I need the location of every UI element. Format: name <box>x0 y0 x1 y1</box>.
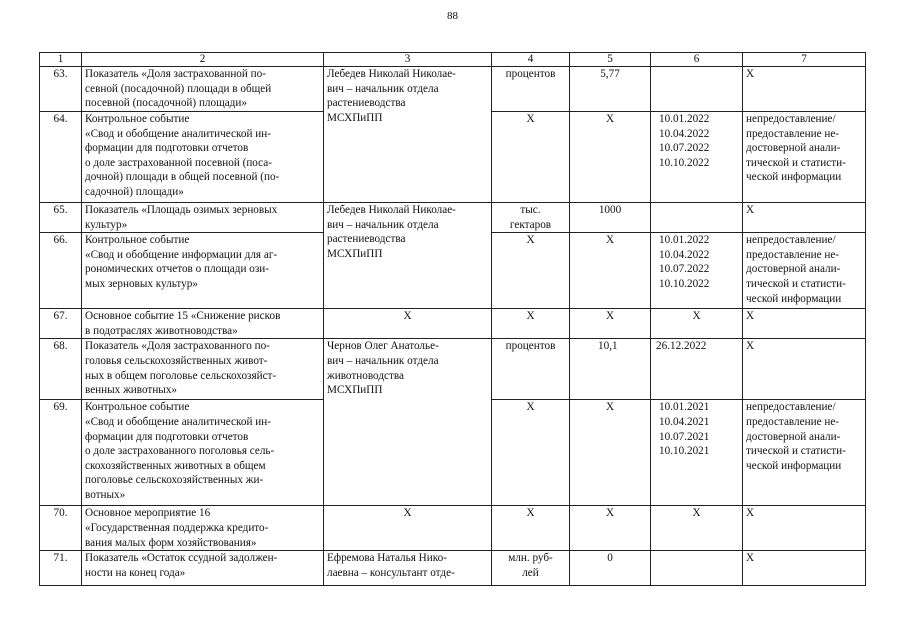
row-number: 64. <box>40 112 82 203</box>
row-value: 10,1 <box>570 339 651 400</box>
row-dates <box>651 67 743 112</box>
row-note: Х <box>743 309 866 339</box>
row-value: Х <box>570 400 651 506</box>
row-name: Контрольное событие «Свод и обобщение аналитической ин- формации для подготовки отчетов о доле застрахованного поголовья сель- скохозяйственных животных в общем поголовье сельскохозяйственных жи- вотных» <box>82 400 324 506</box>
table-row <box>40 551 866 586</box>
row-responsible: Лебедев Николай Николае- вич – начальник отдела растениеводства МСХПиПП <box>324 67 492 203</box>
row-name: Контрольное событие «Свод и обобщение аналитической ин- формации для подготовки отчетов о доле застрахованной посевной (поса- дочной) площади в общей посевной (по- садочной) площади» <box>82 112 324 203</box>
row-unit: Х <box>492 506 570 551</box>
row-note: непредоставление/ предоставление не- достоверной анали- тической и статисти- ческой информации <box>743 112 866 203</box>
row-unit: процентов <box>492 67 570 112</box>
plan-table <box>39 52 866 586</box>
row-unit: Х <box>492 400 570 506</box>
row-number: 70. <box>40 506 82 551</box>
table-row <box>40 309 866 339</box>
row-number: 66. <box>40 233 82 309</box>
row-dates: Х <box>651 309 743 339</box>
row-value: Х <box>570 309 651 339</box>
table-row <box>40 506 866 551</box>
row-dates <box>651 203 743 233</box>
row-number: 65. <box>40 203 82 233</box>
row-unit: Х <box>492 233 570 309</box>
row-value: Х <box>570 506 651 551</box>
row-name: Основное событие 15 «Снижение рисков в подотраслях животноводства» <box>82 309 324 339</box>
row-unit: Х <box>492 309 570 339</box>
row-dates: 10.01.2021 10.04.2021 10.07.2021 10.10.2021 <box>651 400 743 506</box>
row-note: Х <box>743 506 866 551</box>
row-name: Показатель «Доля застрахованной по- севной (посадочной) площади в общей посевной (посадочной) площади» <box>82 67 324 112</box>
table-row <box>40 203 866 233</box>
table-row <box>40 339 866 400</box>
row-dates: 10.01.2022 10.04.2022 10.07.2022 10.10.2022 <box>651 233 743 309</box>
header-cell: 3 <box>324 53 492 67</box>
row-responsible: Ефремова Наталья Нико- лаевна – консультант отде- <box>324 551 492 586</box>
row-unit: млн. руб- лей <box>492 551 570 586</box>
page-number: 88 <box>447 10 458 22</box>
row-unit: Х <box>492 112 570 203</box>
header-cell: 1 <box>40 53 82 67</box>
table-row <box>40 67 866 112</box>
row-value: Х <box>570 233 651 309</box>
row-value: Х <box>570 112 651 203</box>
row-unit: тыс. гектаров <box>492 203 570 233</box>
header-row <box>40 53 866 67</box>
row-note: Х <box>743 203 866 233</box>
row-note: Х <box>743 67 866 112</box>
row-dates <box>651 551 743 586</box>
header-cell: 6 <box>651 53 743 67</box>
row-number: 71. <box>40 551 82 586</box>
row-dates: Х <box>651 506 743 551</box>
header-cell: 2 <box>82 53 324 67</box>
row-name: Показатель «Доля застрахованного по- головья сельскохозяйственных живот- ных в общем поголовье сельскохозяйст- венных животных» <box>82 339 324 400</box>
row-note: Х <box>743 339 866 400</box>
row-number: 63. <box>40 67 82 112</box>
row-unit: процентов <box>492 339 570 400</box>
row-note: Х <box>743 551 866 586</box>
row-number: 69. <box>40 400 82 506</box>
header-cell: 7 <box>743 53 866 67</box>
row-responsible: Х <box>324 506 492 551</box>
row-value: 1000 <box>570 203 651 233</box>
header-cell: 5 <box>570 53 651 67</box>
row-value: 0 <box>570 551 651 586</box>
row-note: непредоставление/ предоставление не- достоверной анали- тической и статисти- ческой информации <box>743 400 866 506</box>
header-cell: 4 <box>492 53 570 67</box>
row-number: 68. <box>40 339 82 400</box>
row-name: Основное мероприятие 16 «Государственная поддержка кредито- вания малых форм хозяйствования» <box>82 506 324 551</box>
row-value: 5,77 <box>570 67 651 112</box>
row-note: непредоставление/ предоставление не- достоверной анали- тической и статисти- ческой информации <box>743 233 866 309</box>
row-dates: 10.01.2022 10.04.2022 10.07.2022 10.10.2022 <box>651 112 743 203</box>
row-dates: 26.12.2022 <box>651 339 743 400</box>
row-name: Показатель «Остаток ссудной задолжен- ности на конец года» <box>82 551 324 586</box>
row-responsible: Чернов Олег Анатолье- вич – начальник отдела животноводства МСХПиПП <box>324 339 492 506</box>
row-name: Контрольное событие «Свод и обобщение информации для аг- рономических отчетов о площади ози- мых зерновых культур» <box>82 233 324 309</box>
row-number: 67. <box>40 309 82 339</box>
row-responsible: Х <box>324 309 492 339</box>
row-name: Показатель «Площадь озимых зерновых культур» <box>82 203 324 233</box>
row-responsible: Лебедев Николай Николае- вич – начальник отдела растениеводства МСХПиПП <box>324 203 492 309</box>
